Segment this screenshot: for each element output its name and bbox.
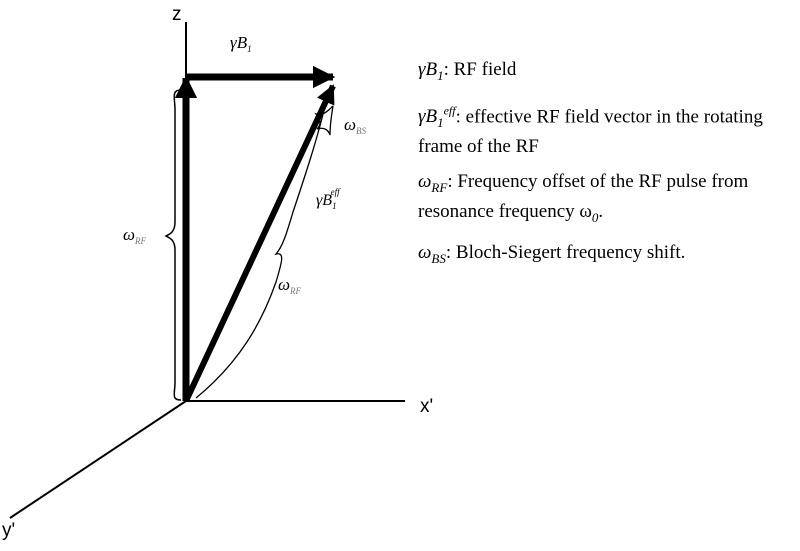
legend-item-b1eff: [418, 99, 798, 159]
y-axis-label: y': [2, 520, 16, 541]
z-axis-label: z: [172, 4, 182, 25]
omega-rf-vector-shifted: [186, 100, 328, 401]
legend-text-b1eff: : effective RF field vector in the rotating frame of the RF: [418, 106, 763, 157]
legend-text-b1: : RF field: [443, 59, 517, 80]
x-axis-label: x': [420, 396, 434, 417]
legend: [418, 58, 798, 281]
omega-bs-label: $\omega_{BS}$: [344, 115, 367, 136]
b1eff-label: $\gamma B_1eff$: [316, 187, 340, 211]
omega-rf-brace-left: [166, 90, 181, 400]
b1-label: $\gamma B_1$: [230, 33, 252, 54]
legend-item-omega-bs: [418, 241, 798, 271]
legend-text-omega-bs: : Bloch-Siegert frequency shift.: [445, 241, 686, 263]
omega-rf-left-label: $\omega_{RF}$: [123, 225, 147, 246]
omega-rf-diagonal-label: $\omega_{RF}$: [278, 275, 302, 296]
y-axis: [10, 401, 186, 518]
legend-item-b1: [418, 58, 798, 88]
legend-symbol-omega-rf: $\omega_{RF}$: [418, 170, 448, 195]
legend-symbol-omega-bs: $\omega_{BS}$: [418, 241, 446, 266]
legend-text-omega-rf: : Frequency offset of the RF pulse from resonance frequency ω: [418, 170, 749, 222]
legend-symbol-b1eff: $\gamma B_1^{eff}$: [418, 103, 456, 130]
legend-symbol-b1: $\gamma B_1$: [418, 59, 444, 83]
legend-item-omega-rf: $\omega_{RF}$: Frequency offset of the RF pulse from resonance frequency $\omega_0$.: [418, 170, 749, 225]
